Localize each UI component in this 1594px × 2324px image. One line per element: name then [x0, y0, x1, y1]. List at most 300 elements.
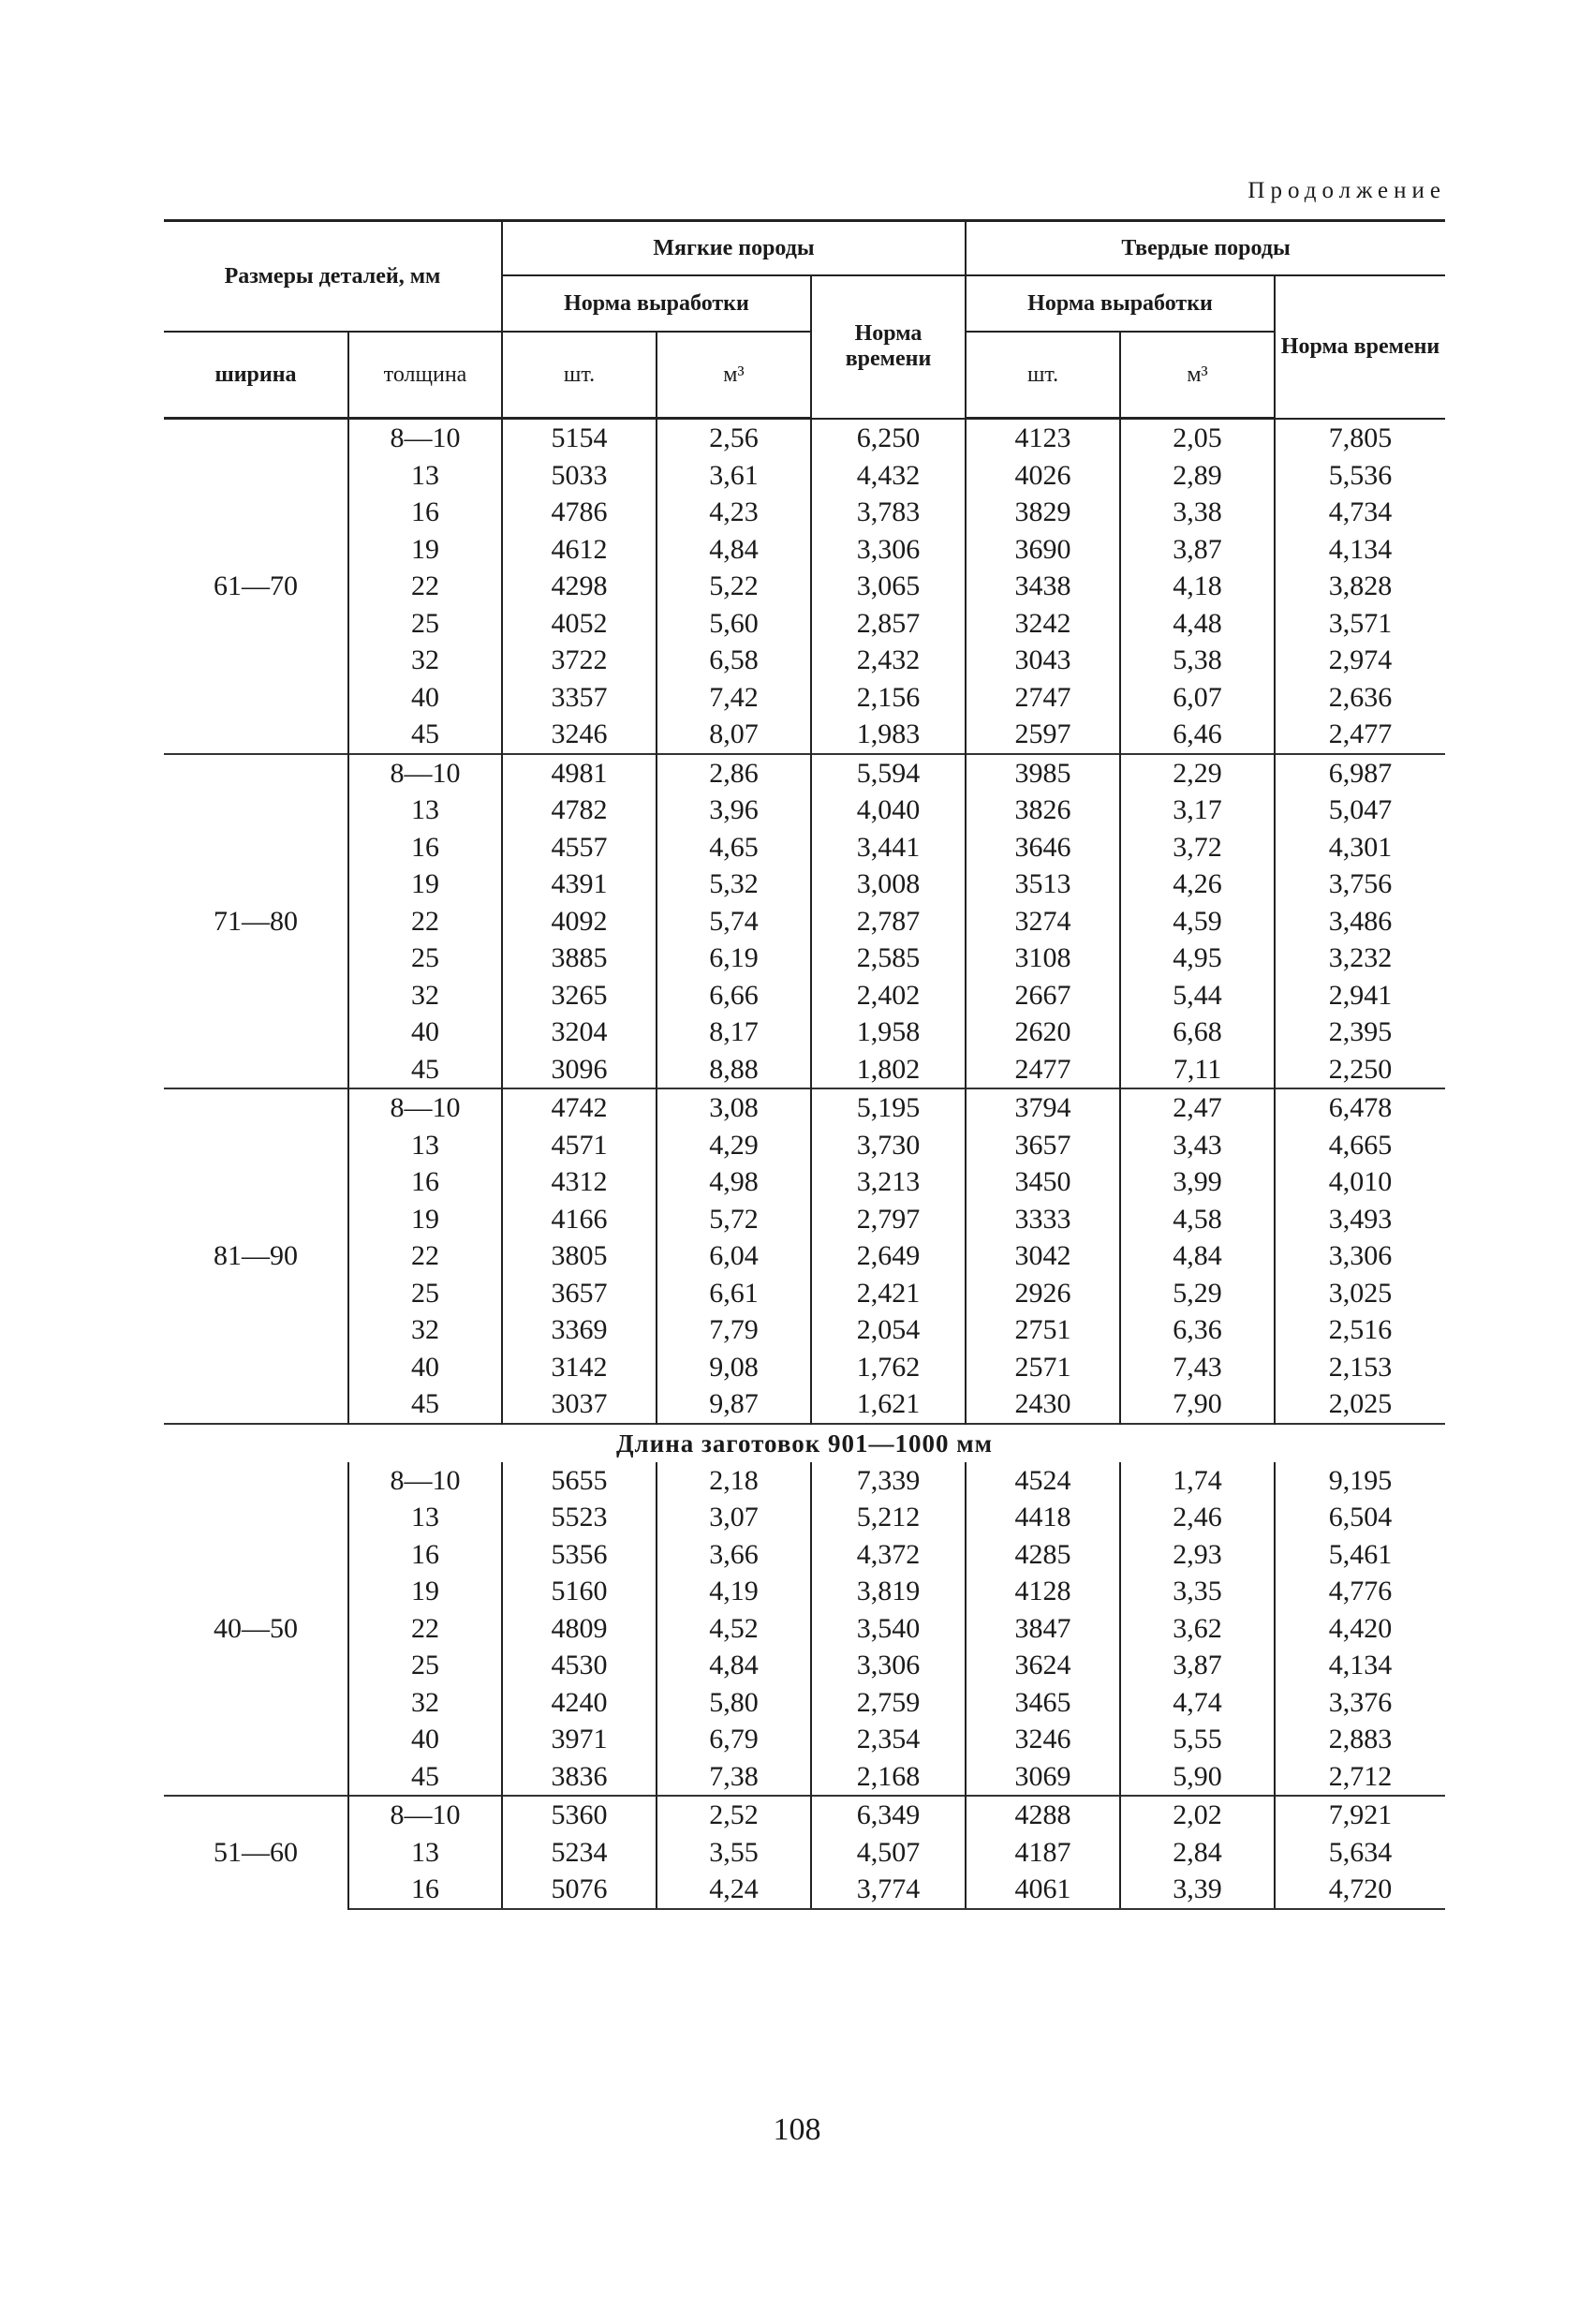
- table-row: [164, 1610, 1445, 1648]
- header-soft-m3: м³: [657, 332, 811, 419]
- soft-m3-cell: 3,96: [657, 792, 811, 829]
- hard-time-cell: 2,883: [1275, 1721, 1445, 1758]
- soft-pcs-cell: 5160: [502, 1573, 657, 1610]
- thickness-cell: 22: [348, 1610, 502, 1648]
- hard-time-cell: 2,516: [1275, 1311, 1445, 1349]
- hard-time-cell: 4,665: [1275, 1127, 1445, 1164]
- hard-pcs-cell: 3108: [966, 940, 1120, 977]
- hard-m3-cell: 6,68: [1120, 1014, 1275, 1051]
- thickness-cell: 45: [348, 1051, 502, 1089]
- soft-m3-cell: 4,19: [657, 1573, 811, 1610]
- table-row: [164, 1834, 1445, 1872]
- hard-m3-cell: 2,02: [1120, 1796, 1275, 1834]
- hard-pcs-cell: 3690: [966, 531, 1120, 569]
- soft-time-cell: 7,339: [811, 1462, 966, 1500]
- soft-pcs-cell: 3722: [502, 642, 657, 679]
- soft-m3-cell: 3,08: [657, 1088, 811, 1127]
- hard-time-cell: 3,376: [1275, 1684, 1445, 1722]
- soft-m3-cell: 9,87: [657, 1385, 811, 1424]
- table-row: [164, 1051, 1445, 1089]
- hard-pcs-cell: 2477: [966, 1051, 1120, 1089]
- soft-pcs-cell: 4782: [502, 792, 657, 829]
- width-range: 40—50: [164, 1462, 348, 1797]
- soft-time-cell: 3,730: [811, 1127, 966, 1164]
- hard-time-cell: 2,941: [1275, 977, 1445, 1014]
- hard-m3-cell: 4,48: [1120, 605, 1275, 643]
- soft-time-cell: 2,054: [811, 1311, 966, 1349]
- hard-pcs-cell: 3274: [966, 903, 1120, 940]
- table-row: [164, 1796, 1445, 1834]
- soft-m3-cell: 5,22: [657, 568, 811, 605]
- page-number: 108: [773, 2112, 821, 2147]
- soft-m3-cell: 4,23: [657, 494, 811, 531]
- table-row: [164, 1385, 1445, 1424]
- hard-m3-cell: 5,29: [1120, 1275, 1275, 1312]
- hard-pcs-cell: 2751: [966, 1311, 1120, 1349]
- table-row: [164, 1127, 1445, 1164]
- soft-pcs-cell: 4981: [502, 754, 657, 792]
- table-row: [164, 1721, 1445, 1758]
- hard-time-cell: 7,805: [1275, 419, 1445, 457]
- soft-time-cell: 1,958: [811, 1014, 966, 1051]
- soft-m3-cell: 4,98: [657, 1163, 811, 1201]
- soft-m3-cell: 5,32: [657, 866, 811, 903]
- hard-pcs-cell: 4288: [966, 1796, 1120, 1834]
- hard-m3-cell: 3,87: [1120, 531, 1275, 569]
- soft-m3-cell: 6,19: [657, 940, 811, 977]
- hard-time-cell: 2,974: [1275, 642, 1445, 679]
- soft-m3-cell: 4,65: [657, 829, 811, 866]
- hard-m3-cell: 5,44: [1120, 977, 1275, 1014]
- soft-time-cell: 1,983: [811, 716, 966, 754]
- table-row: [164, 1758, 1445, 1797]
- thickness-cell: 32: [348, 642, 502, 679]
- soft-time-cell: 3,819: [811, 1573, 966, 1610]
- hard-pcs-cell: 3069: [966, 1758, 1120, 1797]
- thickness-cell: 45: [348, 716, 502, 754]
- soft-m3-cell: 6,66: [657, 977, 811, 1014]
- table-row: [164, 1163, 1445, 1201]
- hard-pcs-cell: 4061: [966, 1871, 1120, 1909]
- hard-m3-cell: 4,26: [1120, 866, 1275, 903]
- width-range: 51—60: [164, 1796, 348, 1909]
- soft-m3-cell: 5,74: [657, 903, 811, 940]
- soft-pcs-cell: 3657: [502, 1275, 657, 1312]
- table-row: [164, 792, 1445, 829]
- hard-pcs-cell: 4128: [966, 1573, 1120, 1610]
- soft-pcs-cell: 3805: [502, 1237, 657, 1275]
- thickness-cell: 19: [348, 1201, 502, 1238]
- hard-pcs-cell: 3246: [966, 1721, 1120, 1758]
- table-row: [164, 866, 1445, 903]
- soft-m3-cell: 5,80: [657, 1684, 811, 1722]
- thickness-cell: 25: [348, 940, 502, 977]
- hard-pcs-cell: 3794: [966, 1088, 1120, 1127]
- hard-m3-cell: 3,43: [1120, 1127, 1275, 1164]
- hard-time-cell: 2,636: [1275, 679, 1445, 717]
- hard-pcs-cell: 3438: [966, 568, 1120, 605]
- soft-m3-cell: 5,60: [657, 605, 811, 643]
- header-soft-pcs: шт.: [502, 332, 657, 419]
- thickness-cell: 16: [348, 829, 502, 866]
- soft-m3-cell: 8,88: [657, 1051, 811, 1089]
- table-row: [164, 1499, 1445, 1536]
- soft-time-cell: 2,421: [811, 1275, 966, 1312]
- hard-pcs-cell: 3513: [966, 866, 1120, 903]
- hard-m3-cell: 5,38: [1120, 642, 1275, 679]
- soft-pcs-cell: 5356: [502, 1536, 657, 1574]
- header-soft-output-norm: Норма выработки: [502, 275, 811, 332]
- thickness-cell: 32: [348, 1684, 502, 1722]
- hard-time-cell: 5,047: [1275, 792, 1445, 829]
- hard-m3-cell: 3,17: [1120, 792, 1275, 829]
- hard-pcs-cell: 3646: [966, 829, 1120, 866]
- soft-pcs-cell: 5033: [502, 457, 657, 495]
- soft-pcs-cell: 4571: [502, 1127, 657, 1164]
- soft-pcs-cell: 3204: [502, 1014, 657, 1051]
- thickness-cell: 8—10: [348, 1088, 502, 1127]
- thickness-cell: 19: [348, 866, 502, 903]
- thickness-cell: 13: [348, 1127, 502, 1164]
- soft-time-cell: 3,008: [811, 866, 966, 903]
- soft-m3-cell: 8,07: [657, 716, 811, 754]
- continuation-label: Продолжение: [1247, 178, 1446, 203]
- table-row: [164, 1349, 1445, 1386]
- hard-m3-cell: 7,43: [1120, 1349, 1275, 1386]
- soft-time-cell: 2,857: [811, 605, 966, 643]
- soft-pcs-cell: 4557: [502, 829, 657, 866]
- table-row: [164, 642, 1445, 679]
- table-row: [164, 829, 1445, 866]
- hard-pcs-cell: 4026: [966, 457, 1120, 495]
- hard-pcs-cell: 2926: [966, 1275, 1120, 1312]
- thickness-cell: 25: [348, 1275, 502, 1312]
- soft-m3-cell: 6,61: [657, 1275, 811, 1312]
- soft-time-cell: 4,372: [811, 1536, 966, 1574]
- soft-pcs-cell: 5234: [502, 1834, 657, 1872]
- hard-pcs-cell: 3242: [966, 605, 1120, 643]
- hard-time-cell: 9,195: [1275, 1462, 1445, 1500]
- hard-pcs-cell: 3829: [966, 494, 1120, 531]
- soft-time-cell: 3,774: [811, 1871, 966, 1909]
- soft-time-cell: 2,402: [811, 977, 966, 1014]
- thickness-cell: 25: [348, 605, 502, 643]
- soft-pcs-cell: 3142: [502, 1349, 657, 1386]
- hard-m3-cell: 4,95: [1120, 940, 1275, 977]
- hard-time-cell: 3,486: [1275, 903, 1445, 940]
- hard-pcs-cell: 2667: [966, 977, 1120, 1014]
- hard-pcs-cell: 4418: [966, 1499, 1120, 1536]
- table-row: [164, 1201, 1445, 1238]
- hard-time-cell: 3,306: [1275, 1237, 1445, 1275]
- hard-pcs-cell: 3042: [966, 1237, 1120, 1275]
- thickness-cell: 45: [348, 1758, 502, 1797]
- soft-time-cell: 3,065: [811, 568, 966, 605]
- thickness-cell: 40: [348, 1014, 502, 1051]
- hard-time-cell: 5,634: [1275, 1834, 1445, 1872]
- hard-m3-cell: 2,93: [1120, 1536, 1275, 1574]
- table-row: [164, 1536, 1445, 1574]
- hard-pcs-cell: 3847: [966, 1610, 1120, 1648]
- hard-m3-cell: 3,99: [1120, 1163, 1275, 1201]
- table-row: [164, 903, 1445, 940]
- soft-pcs-cell: 3265: [502, 977, 657, 1014]
- hard-pcs-cell: 3043: [966, 642, 1120, 679]
- hard-pcs-cell: 4285: [966, 1536, 1120, 1574]
- hard-m3-cell: 2,46: [1120, 1499, 1275, 1536]
- thickness-cell: 13: [348, 1834, 502, 1872]
- soft-m3-cell: 2,52: [657, 1796, 811, 1834]
- soft-time-cell: 2,354: [811, 1721, 966, 1758]
- hard-pcs-cell: 3985: [966, 754, 1120, 792]
- soft-time-cell: 2,649: [811, 1237, 966, 1275]
- soft-time-cell: 3,783: [811, 494, 966, 531]
- soft-pcs-cell: 3369: [502, 1311, 657, 1349]
- table-row: [164, 531, 1445, 569]
- hard-time-cell: 2,025: [1275, 1385, 1445, 1424]
- hard-time-cell: 2,395: [1275, 1014, 1445, 1051]
- soft-m3-cell: 3,66: [657, 1536, 811, 1574]
- table-row: [164, 679, 1445, 717]
- soft-time-cell: 2,797: [811, 1201, 966, 1238]
- soft-m3-cell: 4,24: [657, 1871, 811, 1909]
- hard-m3-cell: 4,18: [1120, 568, 1275, 605]
- table-row: [164, 1014, 1445, 1051]
- thickness-cell: 16: [348, 1163, 502, 1201]
- soft-m3-cell: 4,52: [657, 1610, 811, 1648]
- hard-pcs-cell: 3657: [966, 1127, 1120, 1164]
- hard-pcs-cell: 3450: [966, 1163, 1120, 1201]
- soft-m3-cell: 6,58: [657, 642, 811, 679]
- soft-m3-cell: 7,79: [657, 1311, 811, 1349]
- header-width: ширина: [164, 332, 348, 419]
- hard-m3-cell: 3,87: [1120, 1647, 1275, 1684]
- soft-pcs-cell: 5655: [502, 1462, 657, 1500]
- table-row: [164, 716, 1445, 754]
- hard-pcs-cell: 2597: [966, 716, 1120, 754]
- table-row: [164, 457, 1445, 495]
- hard-time-cell: 3,232: [1275, 940, 1445, 977]
- width-range: 81—90: [164, 1088, 348, 1424]
- soft-pcs-cell: 4298: [502, 568, 657, 605]
- thickness-cell: 22: [348, 903, 502, 940]
- header-hard-woods: Твердые породы: [966, 221, 1445, 276]
- hard-m3-cell: 6,46: [1120, 716, 1275, 754]
- hard-m3-cell: 5,90: [1120, 1758, 1275, 1797]
- soft-m3-cell: 3,07: [657, 1499, 811, 1536]
- soft-time-cell: 3,441: [811, 829, 966, 866]
- hard-time-cell: 6,987: [1275, 754, 1445, 792]
- table-row: [164, 419, 1445, 457]
- soft-time-cell: 2,168: [811, 1758, 966, 1797]
- table-body: [164, 419, 1445, 1909]
- soft-time-cell: 4,507: [811, 1834, 966, 1872]
- header-hard-output-norm: Норма выработки: [966, 275, 1275, 332]
- thickness-cell: 19: [348, 531, 502, 569]
- soft-m3-cell: 8,17: [657, 1014, 811, 1051]
- soft-pcs-cell: 3037: [502, 1385, 657, 1424]
- soft-time-cell: 5,212: [811, 1499, 966, 1536]
- hard-m3-cell: 5,55: [1120, 1721, 1275, 1758]
- soft-time-cell: 1,762: [811, 1349, 966, 1386]
- table-row: [164, 494, 1445, 531]
- hard-m3-cell: 4,58: [1120, 1201, 1275, 1238]
- soft-pcs-cell: 5360: [502, 1796, 657, 1834]
- hard-time-cell: 4,134: [1275, 531, 1445, 569]
- soft-m3-cell: 2,56: [657, 419, 811, 457]
- width-range: 61—70: [164, 419, 348, 754]
- soft-m3-cell: 4,84: [657, 531, 811, 569]
- hard-m3-cell: 2,05: [1120, 419, 1275, 457]
- hard-m3-cell: 3,62: [1120, 1610, 1275, 1648]
- soft-m3-cell: 3,55: [657, 1834, 811, 1872]
- soft-time-cell: 3,306: [811, 531, 966, 569]
- hard-pcs-cell: 2620: [966, 1014, 1120, 1051]
- soft-pcs-cell: 4530: [502, 1647, 657, 1684]
- soft-time-cell: 3,306: [811, 1647, 966, 1684]
- hard-m3-cell: 2,47: [1120, 1088, 1275, 1127]
- soft-time-cell: 5,195: [811, 1088, 966, 1127]
- soft-m3-cell: 7,42: [657, 679, 811, 717]
- soft-time-cell: 1,621: [811, 1385, 966, 1424]
- soft-pcs-cell: 4166: [502, 1201, 657, 1238]
- thickness-cell: 40: [348, 1721, 502, 1758]
- soft-pcs-cell: 5154: [502, 419, 657, 457]
- thickness-cell: 40: [348, 679, 502, 717]
- soft-time-cell: 2,156: [811, 679, 966, 717]
- soft-time-cell: 2,585: [811, 940, 966, 977]
- soft-m3-cell: 4,84: [657, 1647, 811, 1684]
- header-soft-woods: Мягкие породы: [502, 221, 966, 276]
- hard-pcs-cell: 2571: [966, 1349, 1120, 1386]
- thickness-cell: 8—10: [348, 419, 502, 457]
- table-row: [164, 1237, 1445, 1275]
- thickness-cell: 16: [348, 1536, 502, 1574]
- soft-pcs-cell: 5076: [502, 1871, 657, 1909]
- hard-time-cell: 4,301: [1275, 829, 1445, 866]
- soft-m3-cell: 7,38: [657, 1758, 811, 1797]
- thickness-cell: 13: [348, 792, 502, 829]
- hard-pcs-cell: 3624: [966, 1647, 1120, 1684]
- soft-time-cell: 2,759: [811, 1684, 966, 1722]
- soft-time-cell: 1,802: [811, 1051, 966, 1089]
- table-row: [164, 977, 1445, 1014]
- table-row: [164, 605, 1445, 643]
- hard-time-cell: 7,921: [1275, 1796, 1445, 1834]
- table-row: [164, 1647, 1445, 1684]
- soft-pcs-cell: 5523: [502, 1499, 657, 1536]
- thickness-cell: 40: [348, 1349, 502, 1386]
- table-row: [164, 1275, 1445, 1312]
- thickness-cell: 8—10: [348, 1462, 502, 1500]
- hard-m3-cell: 3,72: [1120, 829, 1275, 866]
- table-row: [164, 1573, 1445, 1610]
- thickness-cell: 32: [348, 977, 502, 1014]
- soft-m3-cell: 4,29: [657, 1127, 811, 1164]
- hard-time-cell: 5,536: [1275, 457, 1445, 495]
- soft-pcs-cell: 4052: [502, 605, 657, 643]
- header-soft-time-norm: Норма времени: [811, 275, 966, 419]
- width-range: 71—80: [164, 754, 348, 1089]
- soft-pcs-cell: 3096: [502, 1051, 657, 1089]
- soft-m3-cell: 5,72: [657, 1201, 811, 1238]
- soft-time-cell: 6,349: [811, 1796, 966, 1834]
- thickness-cell: 8—10: [348, 1796, 502, 1834]
- hard-time-cell: 2,250: [1275, 1051, 1445, 1089]
- table-row: [164, 1684, 1445, 1722]
- header-hard-m3: м³: [1120, 332, 1275, 419]
- thickness-cell: 25: [348, 1647, 502, 1684]
- hard-time-cell: 5,461: [1275, 1536, 1445, 1574]
- soft-pcs-cell: 4092: [502, 903, 657, 940]
- table-row: [164, 1871, 1445, 1909]
- hard-time-cell: 2,153: [1275, 1349, 1445, 1386]
- soft-time-cell: 2,787: [811, 903, 966, 940]
- thickness-cell: 32: [348, 1311, 502, 1349]
- soft-pcs-cell: 4240: [502, 1684, 657, 1722]
- hard-pcs-cell: 3465: [966, 1684, 1120, 1722]
- soft-pcs-cell: 3357: [502, 679, 657, 717]
- soft-pcs-cell: 4786: [502, 494, 657, 531]
- soft-m3-cell: 6,79: [657, 1721, 811, 1758]
- hard-m3-cell: 7,90: [1120, 1385, 1275, 1424]
- soft-pcs-cell: 4391: [502, 866, 657, 903]
- header-hard-pcs: шт.: [966, 332, 1120, 419]
- soft-m3-cell: 3,61: [657, 457, 811, 495]
- hard-m3-cell: 2,84: [1120, 1834, 1275, 1872]
- hard-time-cell: 3,571: [1275, 605, 1445, 643]
- soft-m3-cell: 2,18: [657, 1462, 811, 1500]
- table-row: [164, 1462, 1445, 1500]
- soft-pcs-cell: 4809: [502, 1610, 657, 1648]
- hard-m3-cell: 1,74: [1120, 1462, 1275, 1500]
- hard-time-cell: 2,477: [1275, 716, 1445, 754]
- soft-m3-cell: 2,86: [657, 754, 811, 792]
- soft-time-cell: 3,540: [811, 1610, 966, 1648]
- thickness-cell: 13: [348, 1499, 502, 1536]
- soft-time-cell: 4,040: [811, 792, 966, 829]
- hard-m3-cell: 7,11: [1120, 1051, 1275, 1089]
- soft-pcs-cell: 3971: [502, 1721, 657, 1758]
- soft-pcs-cell: 4612: [502, 531, 657, 569]
- hard-time-cell: 4,010: [1275, 1163, 1445, 1201]
- soft-time-cell: 5,594: [811, 754, 966, 792]
- table-row: [164, 1088, 1445, 1127]
- thickness-cell: 16: [348, 494, 502, 531]
- table-row: [164, 940, 1445, 977]
- hard-pcs-cell: 4187: [966, 1834, 1120, 1872]
- hard-time-cell: 6,478: [1275, 1088, 1445, 1127]
- thickness-cell: 22: [348, 568, 502, 605]
- thickness-cell: 13: [348, 457, 502, 495]
- hard-time-cell: 4,134: [1275, 1647, 1445, 1684]
- header-hard-time-norm: Норма времени: [1275, 275, 1445, 419]
- hard-m3-cell: 3,38: [1120, 494, 1275, 531]
- hard-m3-cell: 6,36: [1120, 1311, 1275, 1349]
- header-sizes: Размеры деталей, мм: [164, 221, 502, 333]
- hard-m3-cell: 6,07: [1120, 679, 1275, 717]
- hard-time-cell: 4,734: [1275, 494, 1445, 531]
- hard-m3-cell: 4,59: [1120, 903, 1275, 940]
- table-row: [164, 754, 1445, 792]
- hard-m3-cell: 4,84: [1120, 1237, 1275, 1275]
- hard-time-cell: 4,720: [1275, 1871, 1445, 1909]
- soft-m3-cell: 6,04: [657, 1237, 811, 1275]
- hard-m3-cell: 2,29: [1120, 754, 1275, 792]
- hard-pcs-cell: 4524: [966, 1462, 1120, 1500]
- soft-pcs-cell: 3885: [502, 940, 657, 977]
- section-heading-row: [164, 1424, 1445, 1462]
